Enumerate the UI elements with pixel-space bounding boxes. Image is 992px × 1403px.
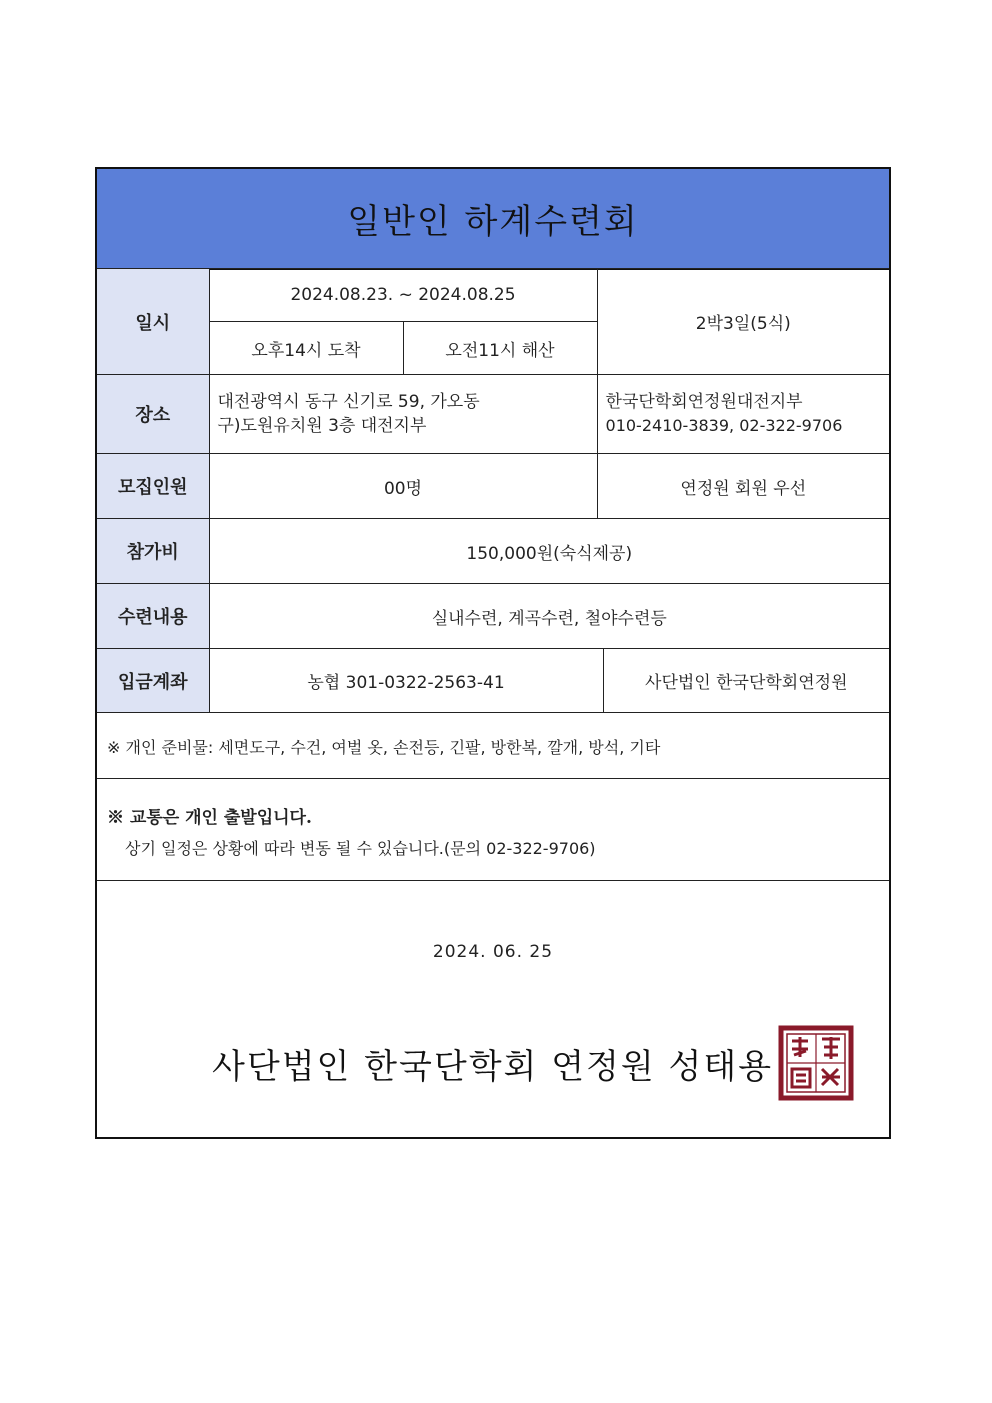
- schedule-dates: 2024.08.23. ~ 2024.08.25: [209, 269, 597, 322]
- recruit-label: 모집인원: [97, 454, 209, 519]
- address-line-2: 구)도원유치원 3층 대전지부: [217, 416, 427, 436]
- content-row: [97, 584, 889, 649]
- location-row: [97, 375, 889, 454]
- location-label: 장소: [97, 375, 209, 454]
- location-phone: 010-2410-3839, 02-322-9706: [605, 416, 843, 435]
- account-row: [97, 649, 889, 713]
- page-title: 일반인 하계수련회: [97, 169, 889, 270]
- seal-stamp-icon: [778, 1025, 854, 1101]
- schedule-duration: 2박3일(5식): [597, 269, 889, 375]
- notice-section: [97, 779, 889, 881]
- address-line-1: 대전광역시 동구 신기로 59, 가오동: [217, 392, 480, 412]
- account-label: 입금계좌: [97, 649, 209, 713]
- recruit-row: [97, 454, 889, 519]
- account-holder: 사단법인 한국단학회연정원: [603, 649, 889, 713]
- fee-row: [97, 519, 889, 584]
- issue-date: 2024. 06. 25: [432, 942, 554, 962]
- account-number: 농협 301-0322-2563-41: [209, 649, 603, 713]
- location-address: [209, 375, 597, 454]
- recruit-count: 00명: [209, 454, 597, 519]
- recruit-priority: 연정원 회원 우선: [597, 454, 889, 519]
- content-value: 실내수련, 계곡수련, 철야수련등: [209, 584, 889, 649]
- fee-value: 150,000원(숙식제공): [209, 519, 889, 584]
- schedule-row: [97, 269, 889, 322]
- info-table: [97, 268, 889, 713]
- content-label: 수련내용: [97, 584, 209, 649]
- transport-notice: ※ 교통은 개인 출발입니다.: [107, 808, 312, 828]
- schedule-arrival: 오후14시 도착: [209, 322, 403, 375]
- preparation-note: ※ 개인 준비물: 세면도구, 수건, 여벌 옷, 손전등, 긴팔, 방한복, 깔개, 방석, 기타: [97, 714, 889, 779]
- schedule-change-notice: 상기 일정은 상황에 따라 변동 될 수 있습니다.(문의 02-322-9706): [125, 839, 596, 858]
- location-org: 한국단학회연정원대전지부: [605, 392, 803, 412]
- schedule-departure: 오전11시 해산: [403, 322, 597, 375]
- signature: 사단법인 한국단학회 연정원 성태용: [212, 1047, 774, 1087]
- location-contact: [597, 375, 889, 454]
- fee-label: 참가비: [97, 519, 209, 584]
- notice-frame: [95, 167, 891, 1139]
- schedule-label: 일시: [97, 269, 209, 375]
